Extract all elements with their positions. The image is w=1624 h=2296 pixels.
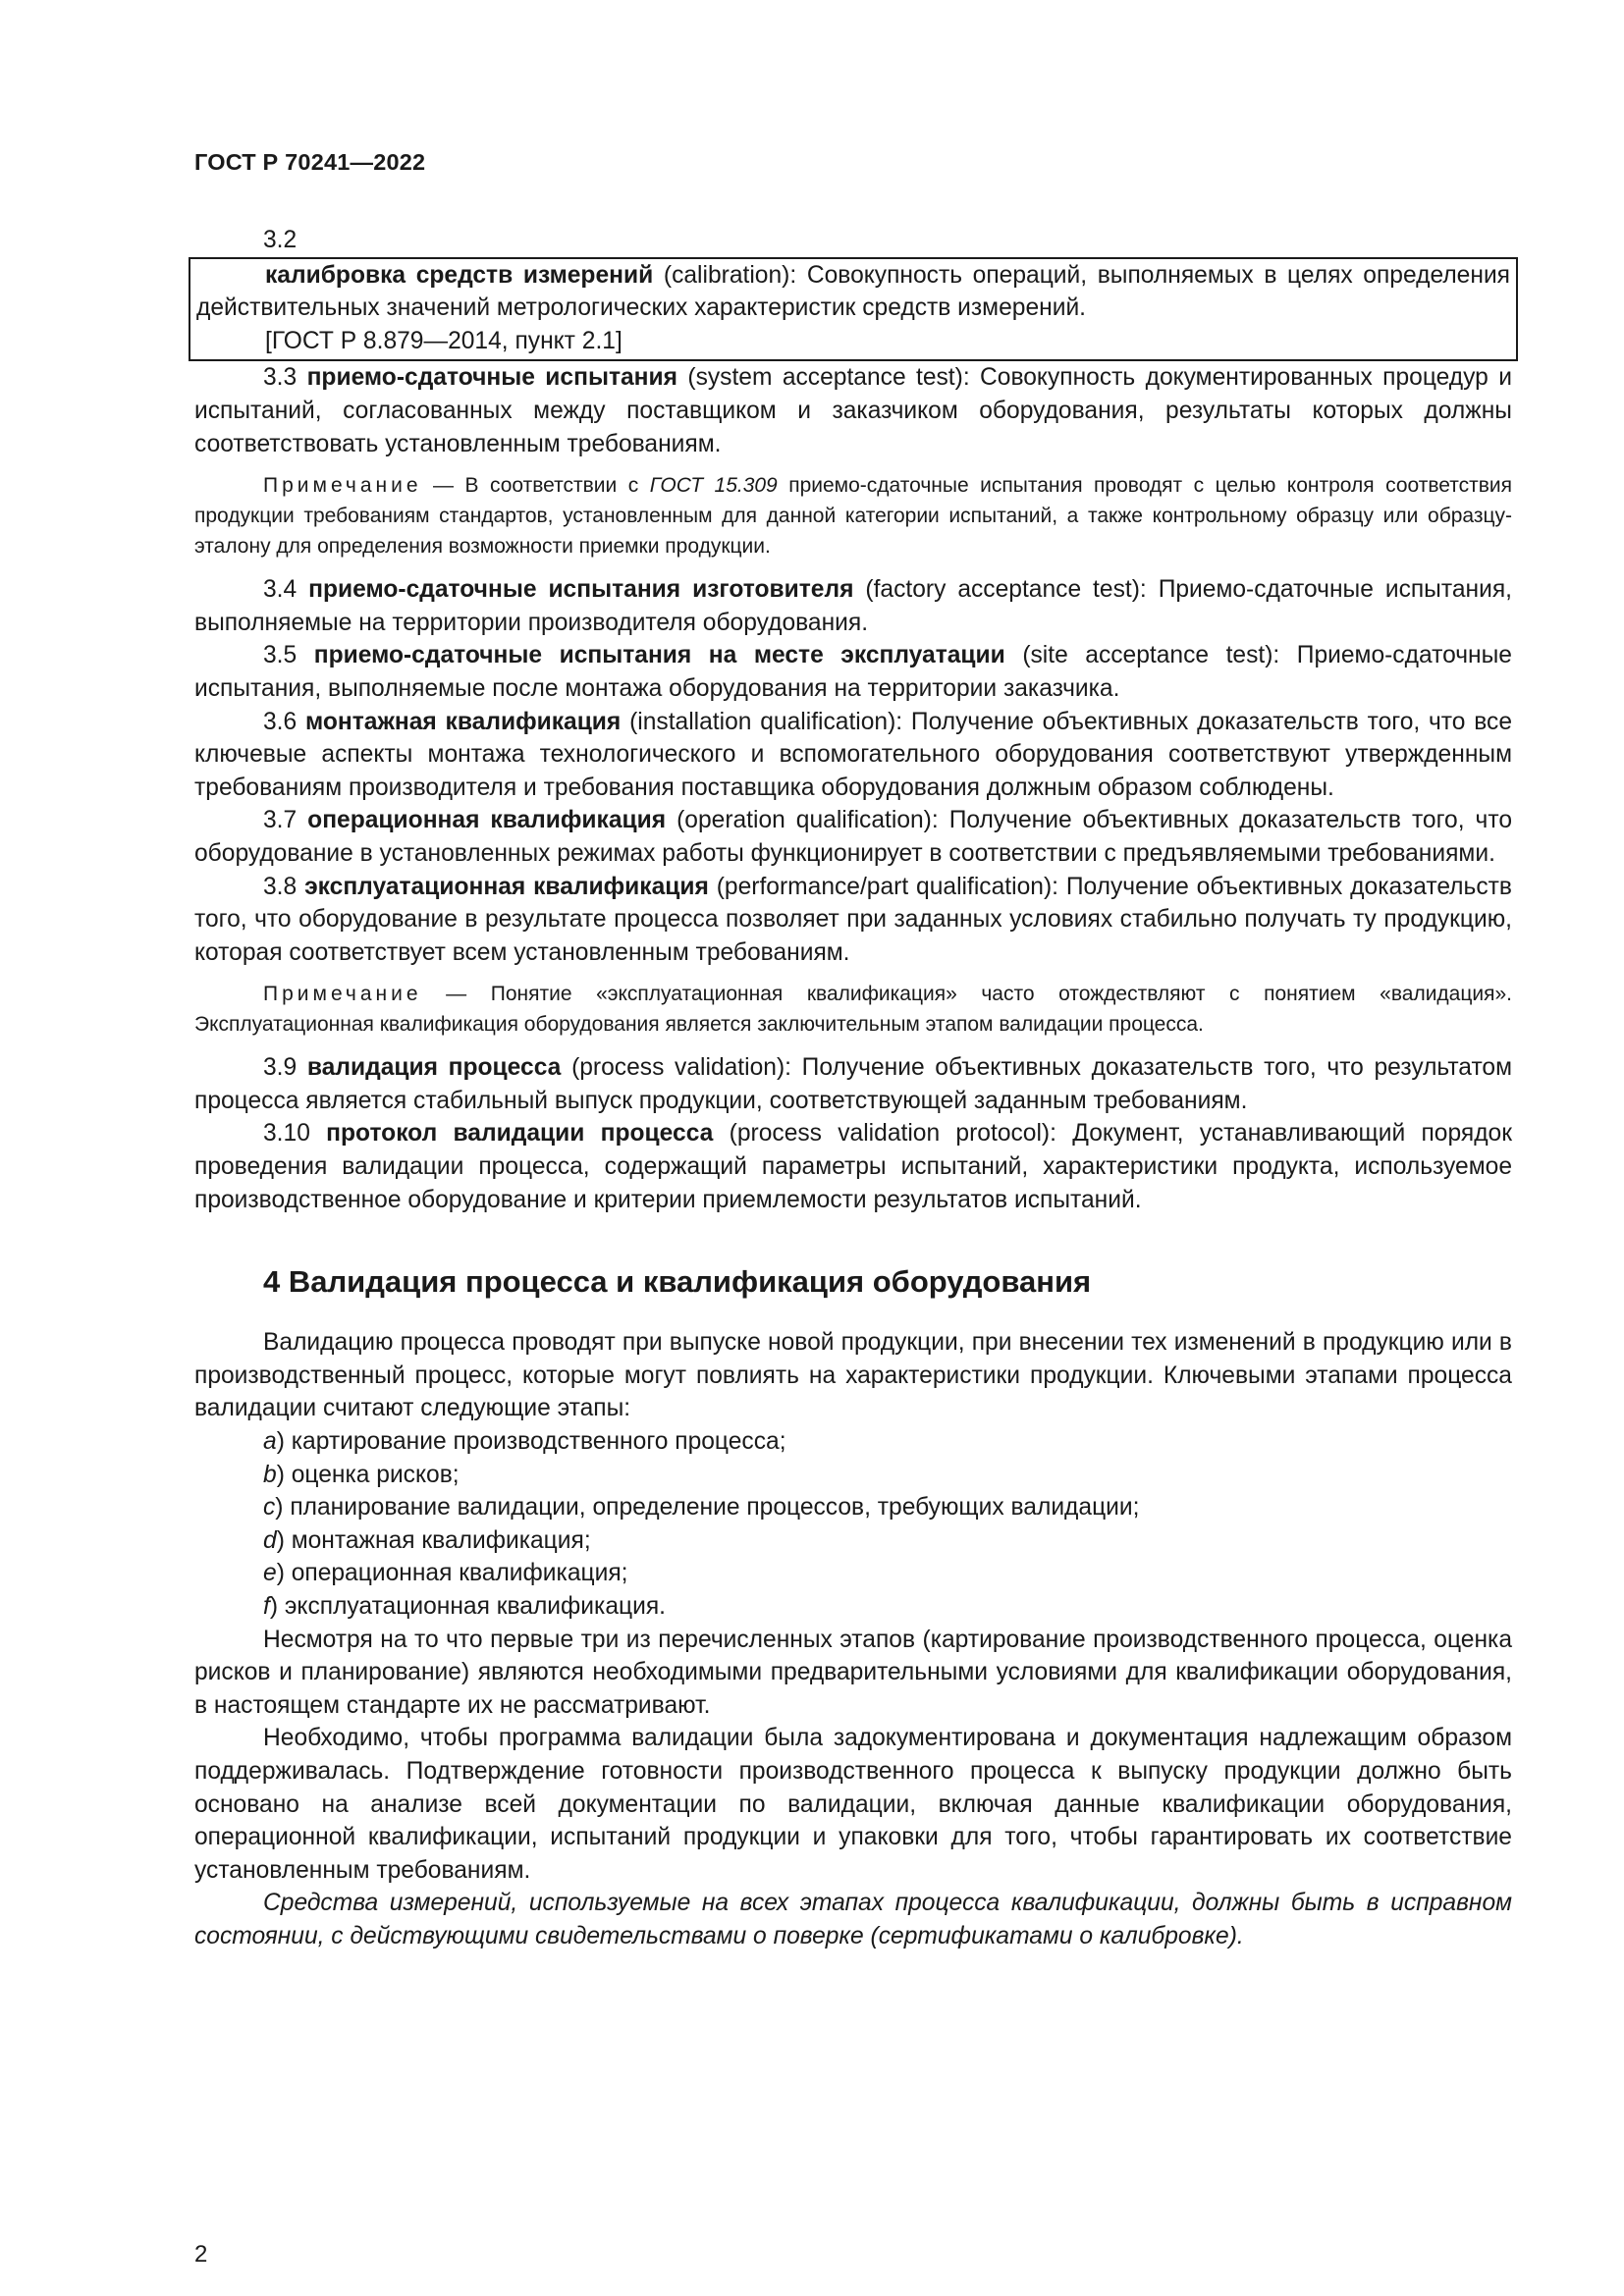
term-3-3 (194, 361, 1512, 460)
term-3-2-reference: [ГОСТ Р 8.879—2014, пункт 2.1] (265, 327, 623, 354)
page-number: 2 (194, 2241, 208, 2268)
note-text: приемо-сдаточные испытания проводят с целью контроля соответствия продукции требованиям стандартов, установленным для данной категории испытаний, а также контрольному образцу или образцу-эталону для определения возможности приемки продукции. (194, 474, 1513, 559)
term-title: протокол валидации процесса (326, 1120, 714, 1148)
term-title: монтажная квалификация (304, 708, 622, 735)
term-3-9 (194, 1051, 1512, 1117)
term-definition: Получение объективных доказательств того, что оборудование в установленных режимах работы функционирует в соответствии с предъявляемыми требованиями. (194, 807, 1512, 867)
term-title: приемо-сдаточные испытания на месте эксплуатации (313, 642, 1005, 669)
term-definition: Документ, устанавливающий порядок проведения валидации процесса, содержащий параметры испытаний, характеристики продукта, используемое производственное оборудование и критерии приемлемости результатов испытаний. (194, 1120, 1512, 1213)
term-english: (site acceptance test): (1022, 642, 1280, 669)
term-definition: Получение объективных доказательств того, что оборудование в результате процесса позволяет при заданных условиях стабильно получать ту продукцию, которая соответствует всем установленным требованиям. (194, 873, 1512, 966)
term-3-4 (194, 573, 1512, 639)
term-english: (performance/part qualification): (716, 873, 1058, 900)
term-number: 3.9 (263, 1054, 298, 1082)
term-definition: Совокупность операций, выполняемых в целях определения действительных значений метрологических характеристик средств измерений. (196, 261, 1510, 322)
term-3-2-box (189, 257, 1518, 362)
term-english: (calibration): (663, 261, 797, 289)
term-title: приемо-сдаточные испытания (306, 364, 677, 392)
term-english: (system acceptance test): (687, 364, 970, 392)
term-definition: Получение объективных доказательств того, что результатом процесса является стабильный выпуск продукции, соответствующей заданным требованиям. (194, 1054, 1513, 1114)
note-label: Примечание (263, 983, 422, 1006)
note-reference: ГОСТ 15.309 (649, 474, 778, 498)
list-item: b) оценка рисков; (263, 1461, 460, 1488)
section-4-intro: Валидацию процесса проводят при выпуске новой продукции, при внесении тех изменений в продукцию или в производственный процесс, которые могут повлиять на характеристики продукции. Ключевыми этапами процесса валидации считают следующие этапы: (194, 1329, 1512, 1422)
section-4-paragraph-3: Необходимо, чтобы программа валидации была задокументирована и документация надлежащим образом поддерживалась. Подтверждение готовности производственного процесса к выпуску продукции должно быть основано на анализе всей документации по валидации, включая данные квалификации оборудования, операционной квалификации, испытаний продукции и упаковки для того, чтобы гарантировать их соответствие установленным требованиям. (194, 1725, 1512, 1884)
list-item: d) монтажная квалификация; (263, 1526, 591, 1554)
term-title: приемо-сдаточные испытания изготовителя (308, 576, 854, 604)
term-english: (factory acceptance test): (865, 576, 1147, 604)
section-4-paragraph-4: Средства измерений, используемые на всех этапах процесса квалификации, должны быть в исправном состоянии, с действующими свидетельствами о поверке (сертификатами о калибровке). (194, 1890, 1512, 1949)
term-3-2 (196, 259, 1510, 325)
note-text: — Понятие «эксплуатационная квалификация» часто отождествляют с понятием «валидация». Эксплуатационная квалификация оборудования является заключительным этапом валидации процесса. (194, 983, 1512, 1037)
term-title: валидация процесса (306, 1054, 562, 1082)
note-1 (194, 470, 1512, 561)
term-definition: Получение объективных доказательств того, что все ключевые аспекты монтажа технологического и вспомогательного оборудования соответствуют утвержденным требованиям производителя и требования поставщика оборудования должным образом соблюдены. (194, 708, 1513, 801)
term-3-7 (194, 804, 1512, 870)
term-english: (operation qualification): (677, 807, 939, 834)
term-number: 3.3 (263, 364, 298, 392)
note-text: — В соответствии с (433, 474, 639, 498)
list-item: f) эксплуатационная квалификация. (263, 1593, 666, 1620)
term-definition: Совокупность документированных процедур и испытаний, согласованных между поставщиком и заказчиком оборудования, результаты которых должны соответствовать установленным требованиям. (194, 364, 1512, 457)
term-number: 3.6 (263, 708, 298, 735)
term-definition: Приемо-сдаточные испытания, выполняемые на территории производителя оборудования. (194, 576, 1512, 636)
document-code: ГОСТ Р 70241—2022 (194, 149, 426, 175)
term-3-6 (194, 706, 1512, 805)
term-number: 3.7 (263, 807, 298, 834)
note-2 (194, 979, 1512, 1040)
term-english: (installation qualification): (629, 708, 903, 735)
term-3-2-number: 3.2 (263, 227, 298, 253)
section-4-heading: 4 Валидация процесса и квалификация оборудования (263, 1264, 1092, 1300)
term-title: эксплуатационная квалификация (304, 873, 709, 900)
note-label: Примечание (263, 474, 422, 498)
term-number: 3.4 (263, 576, 298, 604)
term-number: 3.5 (263, 642, 298, 669)
term-number: 3.8 (263, 873, 298, 900)
document-body (194, 224, 1512, 1953)
term-3-5 (194, 639, 1512, 705)
term-english: (process validation protocol): (729, 1120, 1056, 1148)
term-3-8 (194, 871, 1512, 970)
term-3-10 (194, 1117, 1512, 1216)
list-item: c) планирование валидации, определение процессов, требующих валидации; (263, 1494, 1140, 1522)
term-definition: Приемо-сдаточные испытания, выполняемые после монтажа оборудования на территории заказчика. (194, 642, 1512, 702)
list-item: e) операционная квалификация; (263, 1560, 628, 1587)
term-title: калибровка средств измерений (265, 261, 654, 289)
section-4-paragraph-2: Несмотря на то что первые три из перечисленных этапов (картирование производственного процесса, оценка рисков и планирование) являются необходимыми предварительными условиями для квалификации оборудования, в настоящем стандарте их не рассматривают. (194, 1626, 1512, 1719)
term-number: 3.10 (263, 1120, 310, 1148)
term-english: (process validation): (571, 1054, 791, 1082)
list-item: a) картирование производственного процесса; (263, 1428, 786, 1456)
term-title: операционная квалификация (307, 807, 667, 834)
